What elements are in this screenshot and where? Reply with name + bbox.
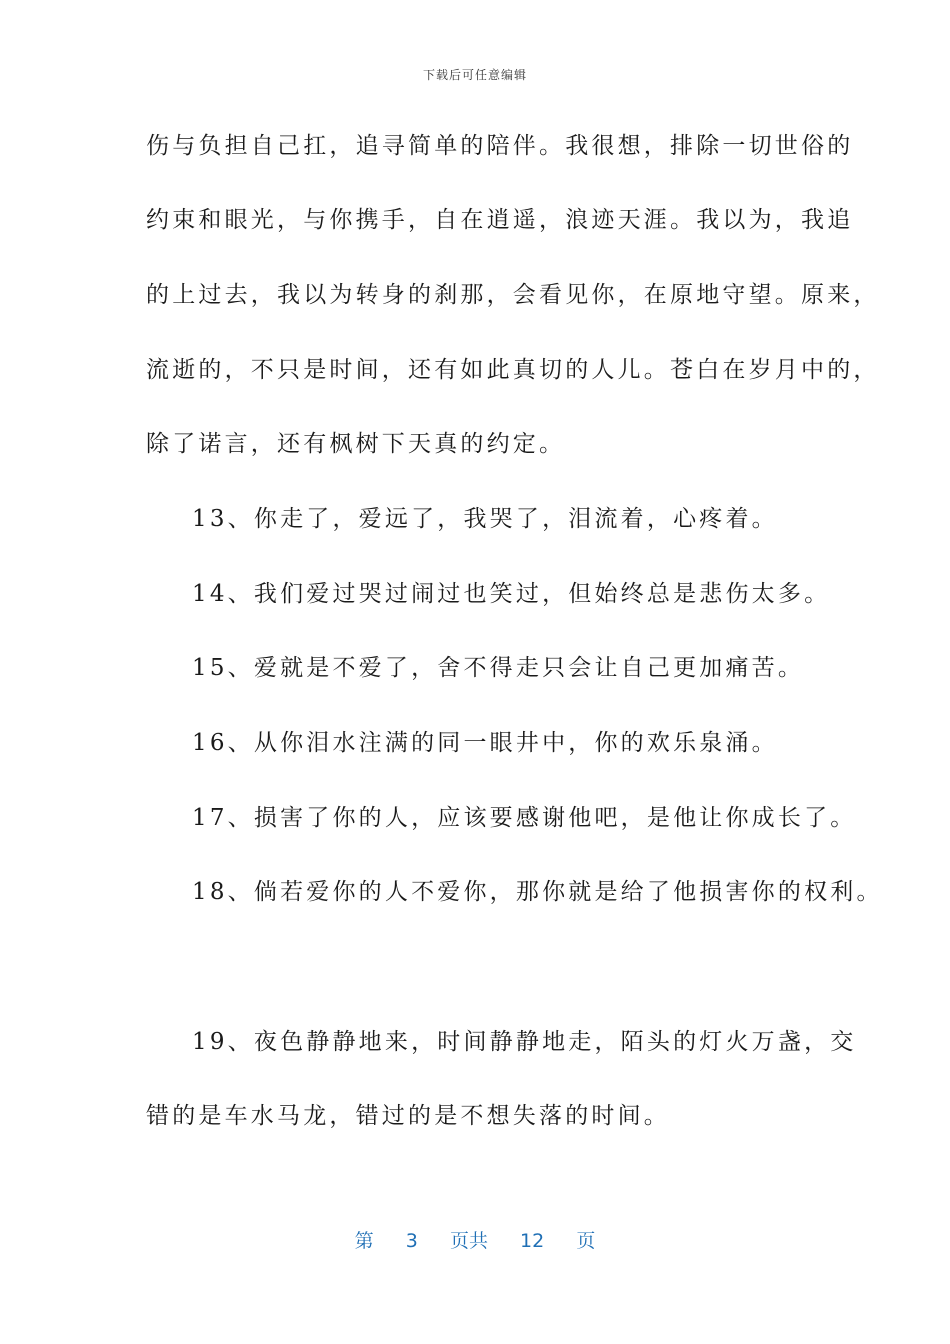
footer-page-number: 3 <box>405 1230 418 1252</box>
paragraph-line: 的上过去，我以为转身的刹那，会看见你，在原地守望。原来， <box>146 282 880 308</box>
list-item: 19、夜色静静地来，时间静静地走，陌头的灯火万盏，交 <box>192 1029 857 1055</box>
list-item: 18、倘若爱你的人不爱你，那你就是给了他损害你的权利。 <box>192 879 883 905</box>
footer-total-pages: 12 <box>520 1230 545 1252</box>
paragraph-line: 伤与负担自己扛，追寻简单的陪伴。我很想，排除一切世俗的 <box>146 133 854 159</box>
paragraph-line: 流逝的，不只是时间，还有如此真切的人儿。苍白在岁月中的， <box>146 357 880 383</box>
list-item: 16、从你泪水注满的同一眼井中，你的欢乐泉涌。 <box>192 730 778 756</box>
paragraph-line: 除了诺言，还有枫树下天真的约定。 <box>146 431 566 457</box>
paragraph-line: 错的是车水马龙，错过的是不想失落的时间。 <box>146 1103 670 1129</box>
list-item: 17、损害了你的人，应该要感谢他吧，是他让你成长了。 <box>192 805 857 831</box>
footer-suffix: 页 <box>576 1230 596 1252</box>
list-item: 14、我们爱过哭过闹过也笑过，但始终总是悲伤太多。 <box>192 581 831 607</box>
footer-prefix: 第 <box>354 1230 374 1252</box>
page-footer <box>0 1226 950 1253</box>
list-item: 13、你走了，爱远了，我哭了，泪流着，心疼着。 <box>192 506 778 532</box>
header-note: 下载后可任意编辑 <box>422 68 527 82</box>
list-item: 15、爱就是不爱了，舍不得走只会让自己更加痛苦。 <box>192 655 805 681</box>
footer-middle: 页共 <box>449 1230 488 1252</box>
paragraph-line: 约束和眼光，与你携手，自在逍遥，浪迹天涯。我以为，我追 <box>146 207 854 233</box>
